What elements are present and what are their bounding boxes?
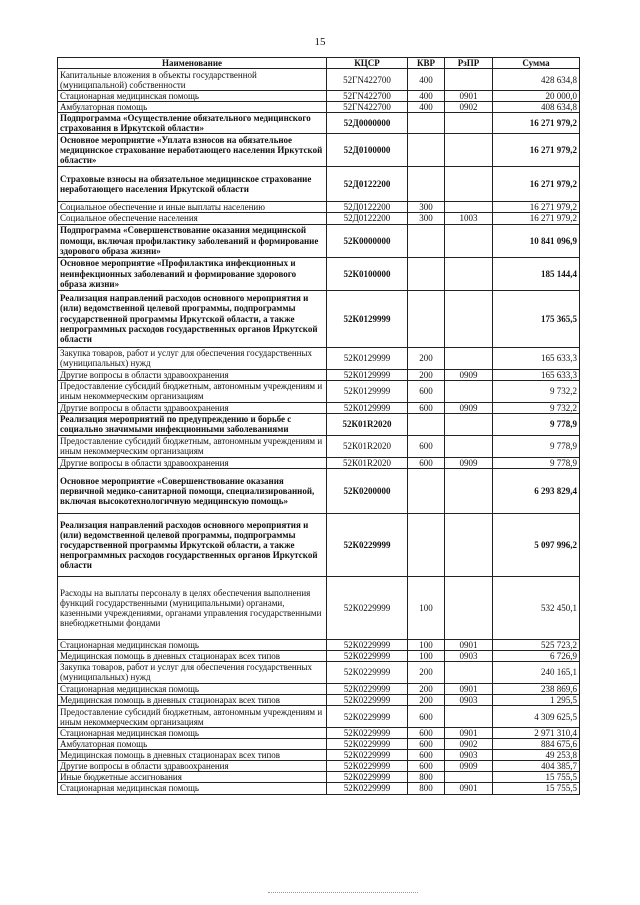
row-name: Страховые взносы на обязательное медицинское страхование неработающего населения Иркутской области xyxy=(58,167,327,202)
row-rzpr: 0903 xyxy=(445,650,493,661)
row-rzpr: 1003 xyxy=(445,213,493,224)
row-kvr: 100 xyxy=(408,576,445,639)
page-bottom-divider xyxy=(268,892,418,893)
row-name: Подпрограмма «Совершенствование оказания медицинской помощи, включая профилактику заболеваний и формирование здорового образа жизни» xyxy=(58,224,327,257)
row-name: Закупка товаров, работ и услуг для обеспечения государственных (муниципальных) нужд xyxy=(58,661,327,683)
table-row xyxy=(58,706,580,728)
row-sum: 9 778,9 xyxy=(493,457,580,468)
row-name: Стационарная медицинская помощь xyxy=(58,728,327,739)
row-kvr xyxy=(408,257,445,290)
row-sum: 49 253,8 xyxy=(493,750,580,761)
row-rzpr: 0909 xyxy=(445,402,493,413)
row-rzpr xyxy=(445,202,493,213)
row-kvr xyxy=(408,513,445,576)
row-kcsr: 52К0229999 xyxy=(327,706,408,728)
row-sum: 9 778,9 xyxy=(493,413,580,435)
row-name: Основное мероприятие «Совершенствование оказания первичной медико-санитарной помощи, специализированной, включая высокотехнологичную медицинскую помощь» xyxy=(58,468,327,513)
table-row xyxy=(58,639,580,650)
row-rzpr xyxy=(445,513,493,576)
row-sum: 16 271 979,2 xyxy=(493,134,580,167)
table-row xyxy=(58,413,580,435)
row-kcsr: 52К0229999 xyxy=(327,695,408,706)
row-sum: 6 726,9 xyxy=(493,650,580,661)
row-sum: 525 723,2 xyxy=(493,639,580,650)
row-rzpr xyxy=(445,69,493,91)
row-kvr: 600 xyxy=(408,761,445,772)
row-rzpr xyxy=(445,576,493,639)
header-name: Наименование xyxy=(58,58,327,69)
row-rzpr: 0901 xyxy=(445,783,493,794)
page-number: 15 xyxy=(314,36,326,48)
row-rzpr: 0901 xyxy=(445,91,493,102)
row-name: Амбулаторная помощь xyxy=(58,739,327,750)
table-row xyxy=(58,380,580,402)
row-rzpr: 0909 xyxy=(445,457,493,468)
row-sum: 20 000,0 xyxy=(493,91,580,102)
row-name: Закупка товаров, работ и услуг для обеспечения государственных (муниципальных) нужд xyxy=(58,347,327,369)
row-kvr: 100 xyxy=(408,650,445,661)
row-sum: 15 755,5 xyxy=(493,772,580,783)
row-kcsr: 52К0200000 xyxy=(327,468,408,513)
row-kvr xyxy=(408,224,445,257)
row-kcsr: 52Д0122200 xyxy=(327,202,408,213)
row-name: Стационарная медицинская помощь xyxy=(58,639,327,650)
row-rzpr: 0903 xyxy=(445,750,493,761)
row-name: Социальное обеспечение населения xyxy=(58,213,327,224)
row-kcsr: 52ГN422700 xyxy=(327,91,408,102)
row-name: Реализация направлений расходов основного мероприятия и (или) ведомственной целевой программы, подпрограммы государственной программы Иркутской области, а также непрограммных расходов государственных органов Иркутской области xyxy=(58,513,327,576)
row-kvr: 600 xyxy=(408,380,445,402)
row-name: Стационарная медицинская помощь xyxy=(58,683,327,694)
row-name: Медицинская помощь в дневных стационарах всех типов xyxy=(58,650,327,661)
table-row xyxy=(58,402,580,413)
header-rzpr: РзПР xyxy=(445,58,493,69)
row-rzpr: 0909 xyxy=(445,761,493,772)
table-row xyxy=(58,739,580,750)
row-kvr xyxy=(408,290,445,347)
row-name: Медицинская помощь в дневных стационарах всех типов xyxy=(58,695,327,706)
row-kcsr: 52К0129999 xyxy=(327,369,408,380)
row-name: Амбулаторная помощь xyxy=(58,102,327,113)
row-kvr: 400 xyxy=(408,69,445,91)
row-rzpr xyxy=(445,113,493,134)
table-row xyxy=(58,513,580,576)
row-kvr: 200 xyxy=(408,369,445,380)
row-rzpr: 0901 xyxy=(445,639,493,650)
row-kvr: 200 xyxy=(408,683,445,694)
row-sum: 165 633,3 xyxy=(493,347,580,369)
row-kvr: 600 xyxy=(408,728,445,739)
row-name: Другие вопросы в области здравоохранения xyxy=(58,761,327,772)
row-kvr: 300 xyxy=(408,213,445,224)
table-body xyxy=(58,69,580,794)
row-name: Другие вопросы в области здравоохранения xyxy=(58,402,327,413)
table-row xyxy=(58,772,580,783)
row-name: Расходы на выплаты персоналу в целях обеспечения выполнения функций государственными (муниципальными) органами, казенными учреждениями, органами управления государственными внебюджетными фондами xyxy=(58,576,327,639)
row-kvr xyxy=(408,468,445,513)
row-kvr xyxy=(408,134,445,167)
row-kcsr: 52ГN422700 xyxy=(327,69,408,91)
row-name: Стационарная медицинская помощь xyxy=(58,783,327,794)
header-kcsr: КЦСР xyxy=(327,58,408,69)
row-kvr: 600 xyxy=(408,457,445,468)
row-rzpr xyxy=(445,661,493,683)
row-kvr: 400 xyxy=(408,102,445,113)
row-sum: 240 165,1 xyxy=(493,661,580,683)
table-row xyxy=(58,91,580,102)
table-row xyxy=(58,661,580,683)
row-name: Другие вопросы в области здравоохранения xyxy=(58,457,327,468)
row-sum: 5 097 996,2 xyxy=(493,513,580,576)
table-row xyxy=(58,468,580,513)
row-kcsr: 52К0229999 xyxy=(327,761,408,772)
row-rzpr xyxy=(445,224,493,257)
row-name: Подпрограмма «Осуществление обязательного медицинского страхования в Иркутской области» xyxy=(58,113,327,134)
row-sum: 428 634,8 xyxy=(493,69,580,91)
table-row xyxy=(58,750,580,761)
row-rzpr xyxy=(445,706,493,728)
row-rzpr: 0901 xyxy=(445,683,493,694)
row-kvr xyxy=(408,113,445,134)
row-rzpr xyxy=(445,257,493,290)
row-kvr: 600 xyxy=(408,706,445,728)
row-rzpr: 0901 xyxy=(445,728,493,739)
row-kvr: 200 xyxy=(408,347,445,369)
row-kvr: 800 xyxy=(408,783,445,794)
table-row xyxy=(58,761,580,772)
table-row xyxy=(58,650,580,661)
row-kvr xyxy=(408,413,445,435)
row-name: Реализация мероприятий по предупреждению и борьбе с социально значимыми инфекционными заболеваниями xyxy=(58,413,327,435)
row-name: Стационарная медицинская помощь xyxy=(58,91,327,102)
row-kvr: 300 xyxy=(408,202,445,213)
row-sum: 16 271 979,2 xyxy=(493,213,580,224)
row-kcsr: 52К0229999 xyxy=(327,783,408,794)
row-kvr: 200 xyxy=(408,661,445,683)
row-kcsr: 52К0129999 xyxy=(327,402,408,413)
row-rzpr xyxy=(445,134,493,167)
table-row xyxy=(58,257,580,290)
table-row xyxy=(58,167,580,202)
row-sum: 165 633,3 xyxy=(493,369,580,380)
row-kcsr: 52К0129999 xyxy=(327,290,408,347)
table-header-row xyxy=(58,58,580,69)
row-kcsr: 52К01R2020 xyxy=(327,457,408,468)
row-rzpr xyxy=(445,772,493,783)
table-row xyxy=(58,69,580,91)
table-row xyxy=(58,576,580,639)
row-sum: 16 271 979,2 xyxy=(493,113,580,134)
row-sum: 185 144,4 xyxy=(493,257,580,290)
row-kvr xyxy=(408,167,445,202)
table-row xyxy=(58,783,580,794)
row-kcsr: 52К0000000 xyxy=(327,224,408,257)
row-kcsr: 52К0100000 xyxy=(327,257,408,290)
row-kvr: 600 xyxy=(408,739,445,750)
row-kcsr: 52К0229999 xyxy=(327,739,408,750)
table-row xyxy=(58,728,580,739)
row-name: Капитальные вложения в объекты государственной (муниципальной) собственности xyxy=(58,69,327,91)
row-rzpr: 0903 xyxy=(445,695,493,706)
row-name: Основное мероприятие «Уплата взносов на обязательное медицинское страхование неработающего населения Иркутской области» xyxy=(58,134,327,167)
table-row xyxy=(58,457,580,468)
row-sum: 408 634,8 xyxy=(493,102,580,113)
table-row xyxy=(58,435,580,457)
row-sum: 15 755,5 xyxy=(493,783,580,794)
row-sum: 10 841 096,9 xyxy=(493,224,580,257)
row-sum: 2 971 310,4 xyxy=(493,728,580,739)
row-sum: 175 365,5 xyxy=(493,290,580,347)
row-kcsr: 52Д0122200 xyxy=(327,213,408,224)
row-name: Социальное обеспечение и иные выплаты населению xyxy=(58,202,327,213)
row-kcsr: 52К0229999 xyxy=(327,576,408,639)
row-name: Предоставление субсидий бюджетным, автономным учреждениям и иным некоммерческим организациям xyxy=(58,435,327,457)
row-kcsr: 52К0129999 xyxy=(327,380,408,402)
row-kvr: 600 xyxy=(408,750,445,761)
row-name: Другие вопросы в области здравоохранения xyxy=(58,369,327,380)
table-row xyxy=(58,202,580,213)
table-row xyxy=(58,683,580,694)
row-sum: 404 385,7 xyxy=(493,761,580,772)
row-kvr: 600 xyxy=(408,402,445,413)
row-kvr: 800 xyxy=(408,772,445,783)
row-rzpr xyxy=(445,413,493,435)
header-kvr: КВР xyxy=(408,58,445,69)
table-row xyxy=(58,347,580,369)
row-kcsr: 52К0229999 xyxy=(327,683,408,694)
row-kvr: 200 xyxy=(408,695,445,706)
row-kvr: 400 xyxy=(408,91,445,102)
header-sum: Сумма xyxy=(493,58,580,69)
row-rzpr: 0902 xyxy=(445,739,493,750)
table-row xyxy=(58,113,580,134)
row-kcsr: 52К0229999 xyxy=(327,513,408,576)
row-kcsr: 52Д0000000 xyxy=(327,113,408,134)
row-rzpr xyxy=(445,380,493,402)
row-rzpr: 0902 xyxy=(445,102,493,113)
table-row xyxy=(58,369,580,380)
table-row xyxy=(58,290,580,347)
row-rzpr xyxy=(445,167,493,202)
row-name: Реализация направлений расходов основного мероприятия и (или) ведомственной целевой программы, подпрограммы государственной программы Иркутской области, а также непрограммных расходов государственных органов Иркутской области xyxy=(58,290,327,347)
row-name: Предоставление субсидий бюджетным, автономным учреждениям и иным некоммерческим организациям xyxy=(58,706,327,728)
row-name: Иные бюджетные ассигнования xyxy=(58,772,327,783)
row-sum: 884 675,6 xyxy=(493,739,580,750)
row-kcsr: 52К0229999 xyxy=(327,750,408,761)
row-kcsr: 52К0229999 xyxy=(327,661,408,683)
row-sum: 9 732,2 xyxy=(493,380,580,402)
row-kcsr: 52К01R2020 xyxy=(327,413,408,435)
row-name: Предоставление субсидий бюджетным, автономным учреждениям и иным некоммерческим организациям xyxy=(58,380,327,402)
row-rzpr: 0909 xyxy=(445,369,493,380)
row-sum: 1 295,5 xyxy=(493,695,580,706)
row-kcsr: 52К0129999 xyxy=(327,347,408,369)
row-sum: 9 778,9 xyxy=(493,435,580,457)
row-name: Медицинская помощь в дневных стационарах всех типов xyxy=(58,750,327,761)
budget-table xyxy=(57,57,580,795)
row-sum: 16 271 979,2 xyxy=(493,167,580,202)
row-kcsr: 52Д0122200 xyxy=(327,167,408,202)
row-rzpr xyxy=(445,435,493,457)
table-row xyxy=(58,134,580,167)
row-kcsr: 52К0229999 xyxy=(327,650,408,661)
row-sum: 238 869,6 xyxy=(493,683,580,694)
row-sum: 4 309 625,5 xyxy=(493,706,580,728)
row-rzpr xyxy=(445,290,493,347)
row-name: Основное мероприятие «Профилактика инфекционных и неинфекционных заболеваний и формирование здорового образа жизни» xyxy=(58,257,327,290)
row-kcsr: 52ГN422700 xyxy=(327,102,408,113)
row-kcsr: 52К01R2020 xyxy=(327,435,408,457)
row-kcsr: 52К0229999 xyxy=(327,728,408,739)
row-kcsr: 52К0229999 xyxy=(327,772,408,783)
row-kcsr: 52К0229999 xyxy=(327,639,408,650)
row-sum: 16 271 979,2 xyxy=(493,202,580,213)
row-kcsr: 52Д0100000 xyxy=(327,134,408,167)
row-sum: 9 732,2 xyxy=(493,402,580,413)
table-row xyxy=(58,102,580,113)
table-row xyxy=(58,224,580,257)
row-kvr: 100 xyxy=(408,639,445,650)
row-rzpr xyxy=(445,468,493,513)
table-row xyxy=(58,695,580,706)
row-kvr: 600 xyxy=(408,435,445,457)
row-sum: 532 450,1 xyxy=(493,576,580,639)
table-row xyxy=(58,213,580,224)
row-rzpr xyxy=(445,347,493,369)
row-sum: 6 293 829,4 xyxy=(493,468,580,513)
